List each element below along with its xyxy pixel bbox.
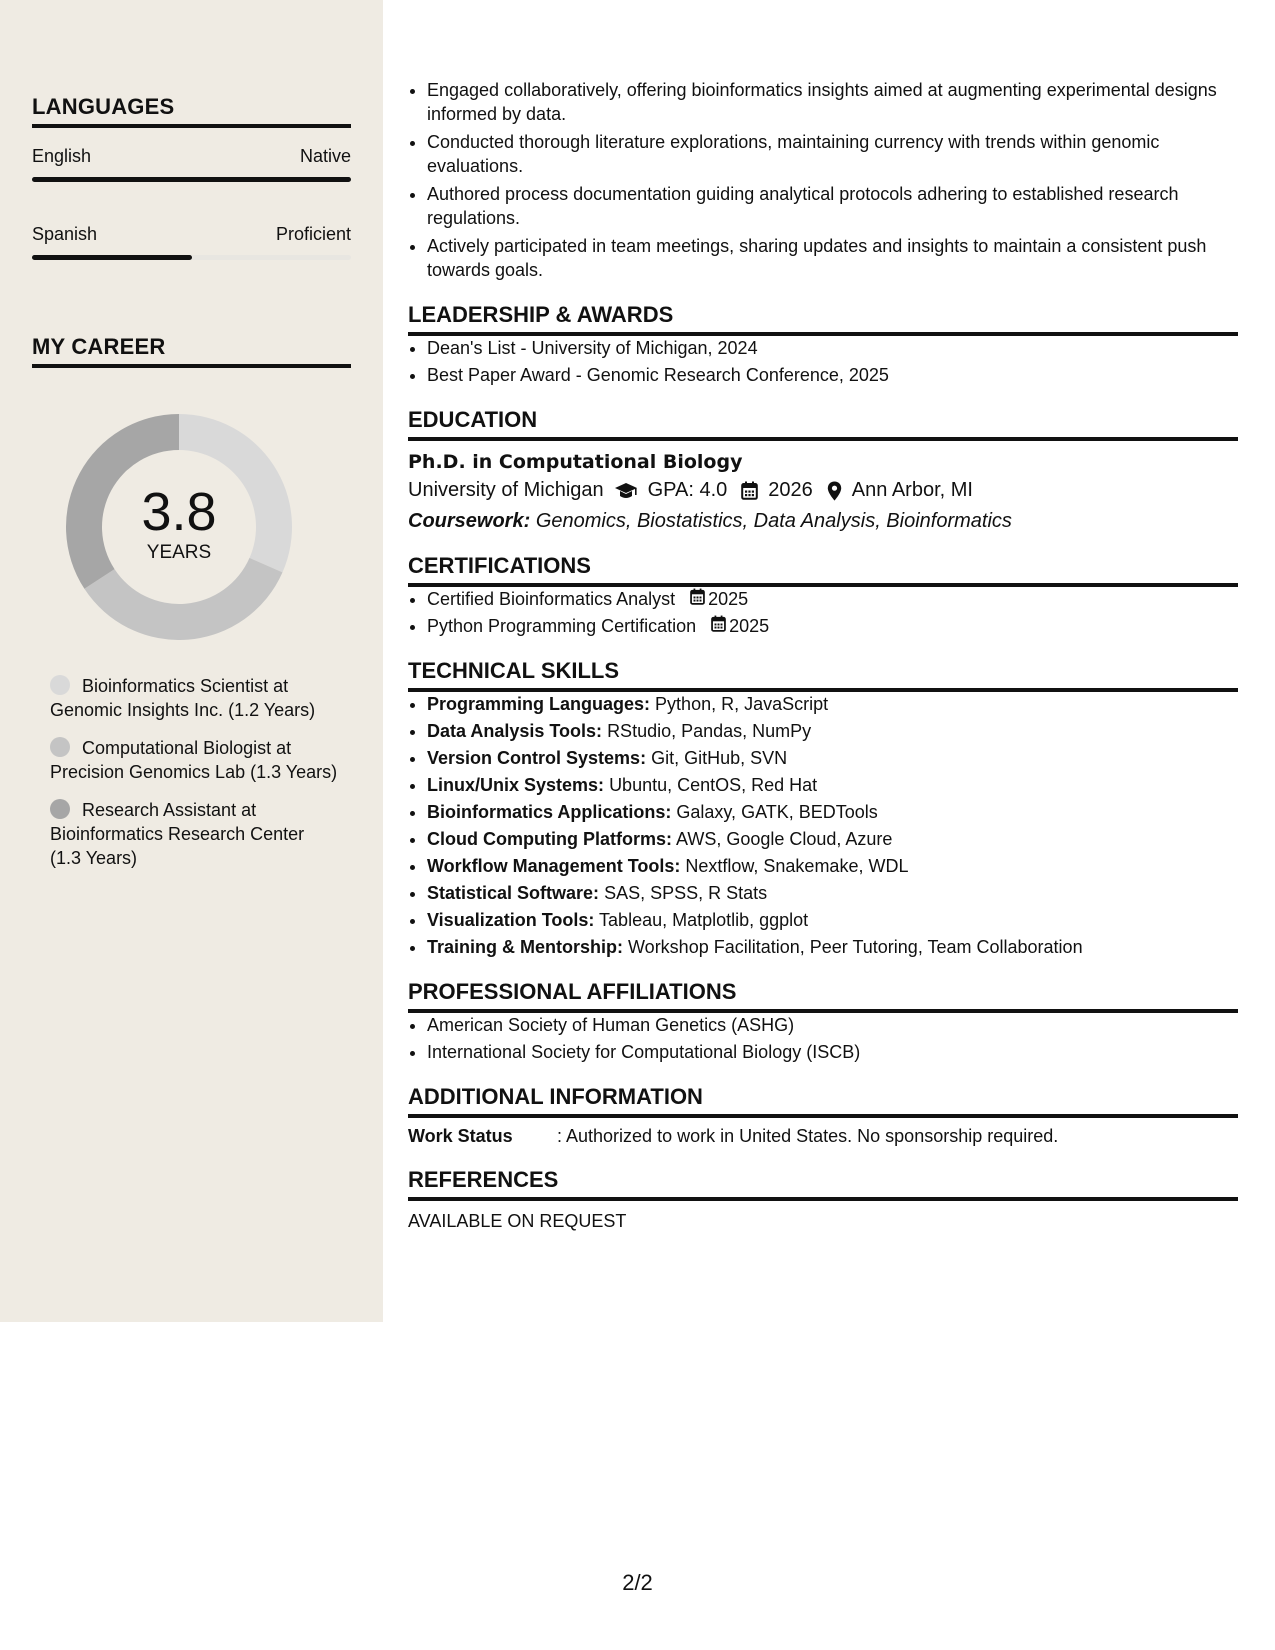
list-item: • Engaged collaboratively, offering bioinformatics insights aimed at augmenting experimental designs informed by data. [427,78,1238,126]
work-status-label: Work Status [408,1126,513,1146]
calendar-icon [741,481,758,500]
certification-name: Python Programming Certification [427,616,697,636]
list-item [427,827,1238,851]
legend-dot-icon [50,675,70,695]
language-level: Native [299,146,351,166]
map-pin-icon [827,481,842,501]
skill-label: Programming Languages: [427,694,651,714]
coursework-label: Coursework: [408,510,531,532]
education-details [408,479,1238,502]
legend-dot-icon [50,737,70,757]
skill-label: Training & Mentorship: [427,937,623,957]
leadership-list [408,336,1238,387]
list-item [427,935,1238,959]
skill-label: Data Analysis Tools: [427,721,603,741]
career-legend-label: Computational Biologist at Precision Genomics Lab (1.3 Years) [50,738,338,782]
coursework-list: Genomics, Biostatistics, Data Analysis, Bioinformatics [535,510,1012,532]
certifications-list [408,587,1238,638]
calendar-icon [711,614,726,638]
language-name: Spanish [32,224,98,244]
skill-value: SAS, SPSS, R Stats [604,883,768,903]
career-donut-chart [66,414,292,640]
language-level: Proficient [275,224,351,244]
main-content [408,78,1238,1232]
references-text: AVAILABLE ON REQUEST [408,1211,627,1231]
additional-info-heading: ADDITIONAL INFORMATION [408,1084,1238,1118]
list-item: • Actively participated in team meetings, sharing updates and insights to maintain a consistent push towards goals. [427,234,1238,282]
skill-label: Statistical Software: [427,883,600,903]
language-proficiency-bar [32,177,351,182]
career-total-years: 3.8 [141,482,217,542]
list-item: • Dean's List - University of Michigan, 2024 [427,336,1238,360]
career-legend [50,674,340,884]
graduation-year: 2026 [768,479,813,501]
skill-label: Cloud Computing Platforms: [427,829,672,849]
career-legend-item [50,736,340,784]
career-legend-item [50,798,340,870]
career-heading: MY CAREER [32,334,351,368]
languages-heading: LANGUAGES [32,94,351,128]
skill-label: Linux/Unix Systems: [427,775,605,795]
skill-value: Workshop Facilitation, Peer Tutoring, Team Collaboration [628,937,1083,957]
school-name: University of Michigan [408,479,604,501]
skill-value: RStudio, Pandas, NumPy [607,721,812,741]
affiliations-list [408,1013,1238,1064]
skill-value: Nextflow, Snakemake, WDL [685,856,909,876]
gpa-value: GPA: 4.0 [647,479,728,501]
education-location: Ann Arbor, MI [851,479,973,501]
page-number: 2/2 [622,1570,653,1595]
skill-value: Galaxy, GATK, BEDTools [676,802,878,822]
degree-title: Ph.D. in Computational Biology [408,451,743,473]
skill-value: AWS, Google Cloud, Azure [676,829,893,849]
languages-section [32,94,351,260]
certification-year: 2025 [708,589,749,609]
career-section [32,334,351,368]
list-item [427,773,1238,797]
list-item [427,587,1238,611]
legend-dot-icon [50,799,70,819]
list-item: • Conducted thorough literature explorations, maintaining currency with trends within genomic evaluations. [427,130,1238,178]
list-item [427,800,1238,824]
language-name: English [32,146,92,166]
education-heading: EDUCATION [408,407,1238,441]
list-item [427,614,1238,638]
skill-value: Tableau, Matplotlib, ggplot [599,910,809,930]
experience-bullets [408,78,1238,282]
skills-list [408,692,1238,959]
graduation-cap-icon [614,482,638,500]
certifications-heading: CERTIFICATIONS [408,553,1238,587]
skill-value: Python, R, JavaScript [655,694,829,714]
sidebar [0,0,383,1322]
career-legend-label: Bioinformatics Scientist at Genomic Insights Inc. (1.2 Years) [50,676,316,720]
skill-label: Version Control Systems: [427,748,647,768]
work-status-value: : Authorized to work in United States. No sponsorship required. [557,1126,1059,1146]
career-total-unit: YEARS [146,542,212,563]
list-item [427,854,1238,878]
certification-year: 2025 [729,616,770,636]
language-proficiency-bar [32,255,351,260]
career-legend-label: Research Assistant at Bioinformatics Research Center (1.3 Years) [50,800,305,868]
list-item [427,746,1238,770]
leadership-heading: LEADERSHIP & AWARDS [408,302,1238,336]
skill-label: Bioinformatics Applications: [427,802,672,822]
work-status [408,1126,1238,1147]
career-legend-item [50,674,340,722]
skill-label: Workflow Management Tools: [427,856,681,876]
language-proficiency-fill [32,255,192,260]
list-item [427,719,1238,743]
language-item [32,224,351,260]
skill-label: Visualization Tools: [427,910,595,930]
language-item [32,146,351,182]
calendar-icon [690,587,705,611]
references-heading: REFERENCES [408,1167,1238,1201]
affiliations-heading: PROFESSIONAL AFFILIATIONS [408,979,1238,1013]
certification-name: Certified Bioinformatics Analyst [427,589,676,609]
language-proficiency-fill [32,177,351,182]
skills-heading: TECHNICAL SKILLS [408,658,1238,692]
list-item [427,881,1238,905]
list-item: • Best Paper Award - Genomic Research Conference, 2025 [427,363,1238,387]
coursework [408,510,1238,533]
list-item [427,908,1238,932]
list-item: • American Society of Human Genetics (ASHG) [427,1013,1238,1037]
list-item: • Authored process documentation guiding analytical protocols adhering to established research regulations. [427,182,1238,230]
list-item: • International Society for Computational Biology (ISCB) [427,1040,1238,1064]
skill-value: Git, GitHub, SVN [651,748,788,768]
skill-value: Ubuntu, CentOS, Red Hat [609,775,818,795]
list-item [427,692,1238,716]
